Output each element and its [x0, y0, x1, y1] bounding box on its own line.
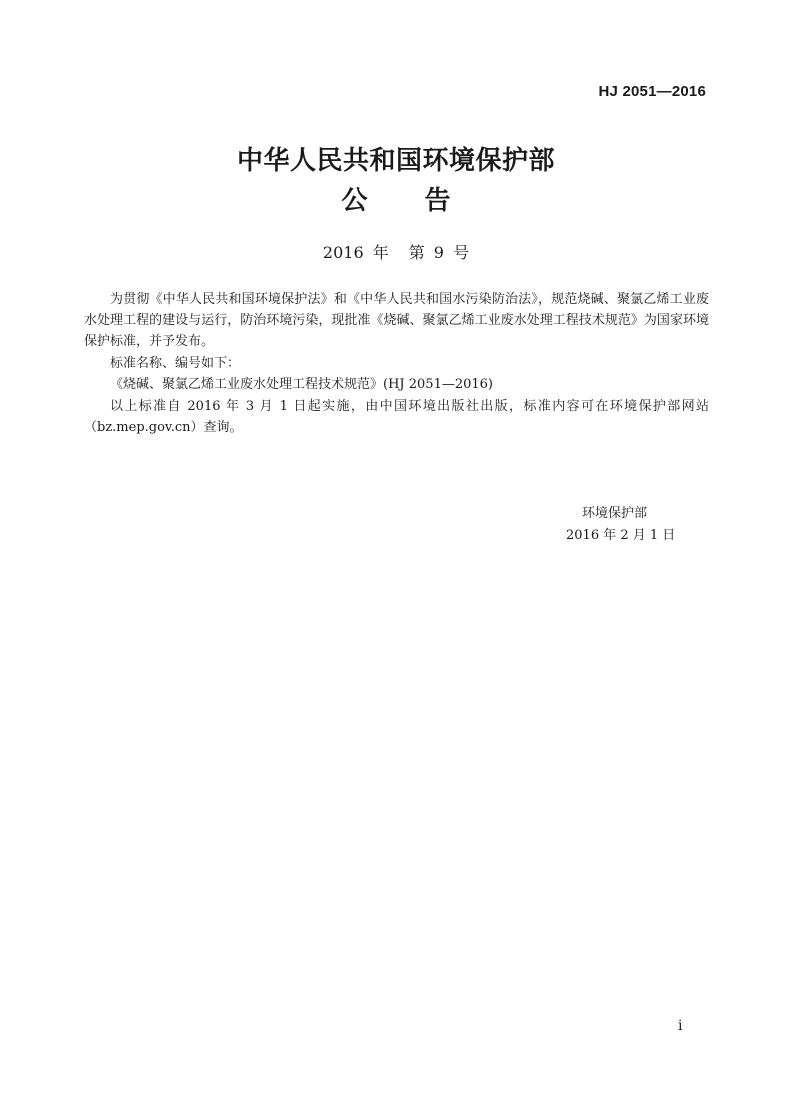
signature-organization: 环境保护部 [582, 506, 648, 521]
ministry-title: 中华人民共和国环境保护部 [236, 146, 555, 176]
body-paragraph-4: 以上标准自 2016 年 3 月 1 日起实施，由中国环境出版社出版，标准内容可在环境保护部网站（bz.mep.gov.cn）查询。 [84, 399, 709, 435]
body-paragraph-2: 标准名称、编号如下： [110, 356, 241, 371]
document-type-title: 公 告 [341, 186, 475, 216]
issue-year: 2016 年 [322, 243, 389, 262]
body-paragraph-3: 《烧碱、聚氯乙烯工业废水处理工程技术规范》(HJ 2051—2016) [110, 377, 493, 392]
standard-code: HJ 2051—2016 [598, 83, 706, 100]
body-paragraph-1: 为贯彻《中华人民共和国环境保护法》和《中华人民共和国水污染防治法》，规范烧碱、聚氯乙烯工业废水处理工程的建设与运行，防治环境污染，现批准《烧碱、聚氯乙烯工业废水处理工程技术规范》为国家环境保护标准，并予发布。 [84, 292, 709, 349]
issue-number: 第 9 号 [408, 243, 470, 262]
page-number: i [678, 1018, 683, 1034]
issue-line [0, 240, 792, 263]
signature-date: 2016 年 2 月 1 日 [566, 528, 676, 543]
